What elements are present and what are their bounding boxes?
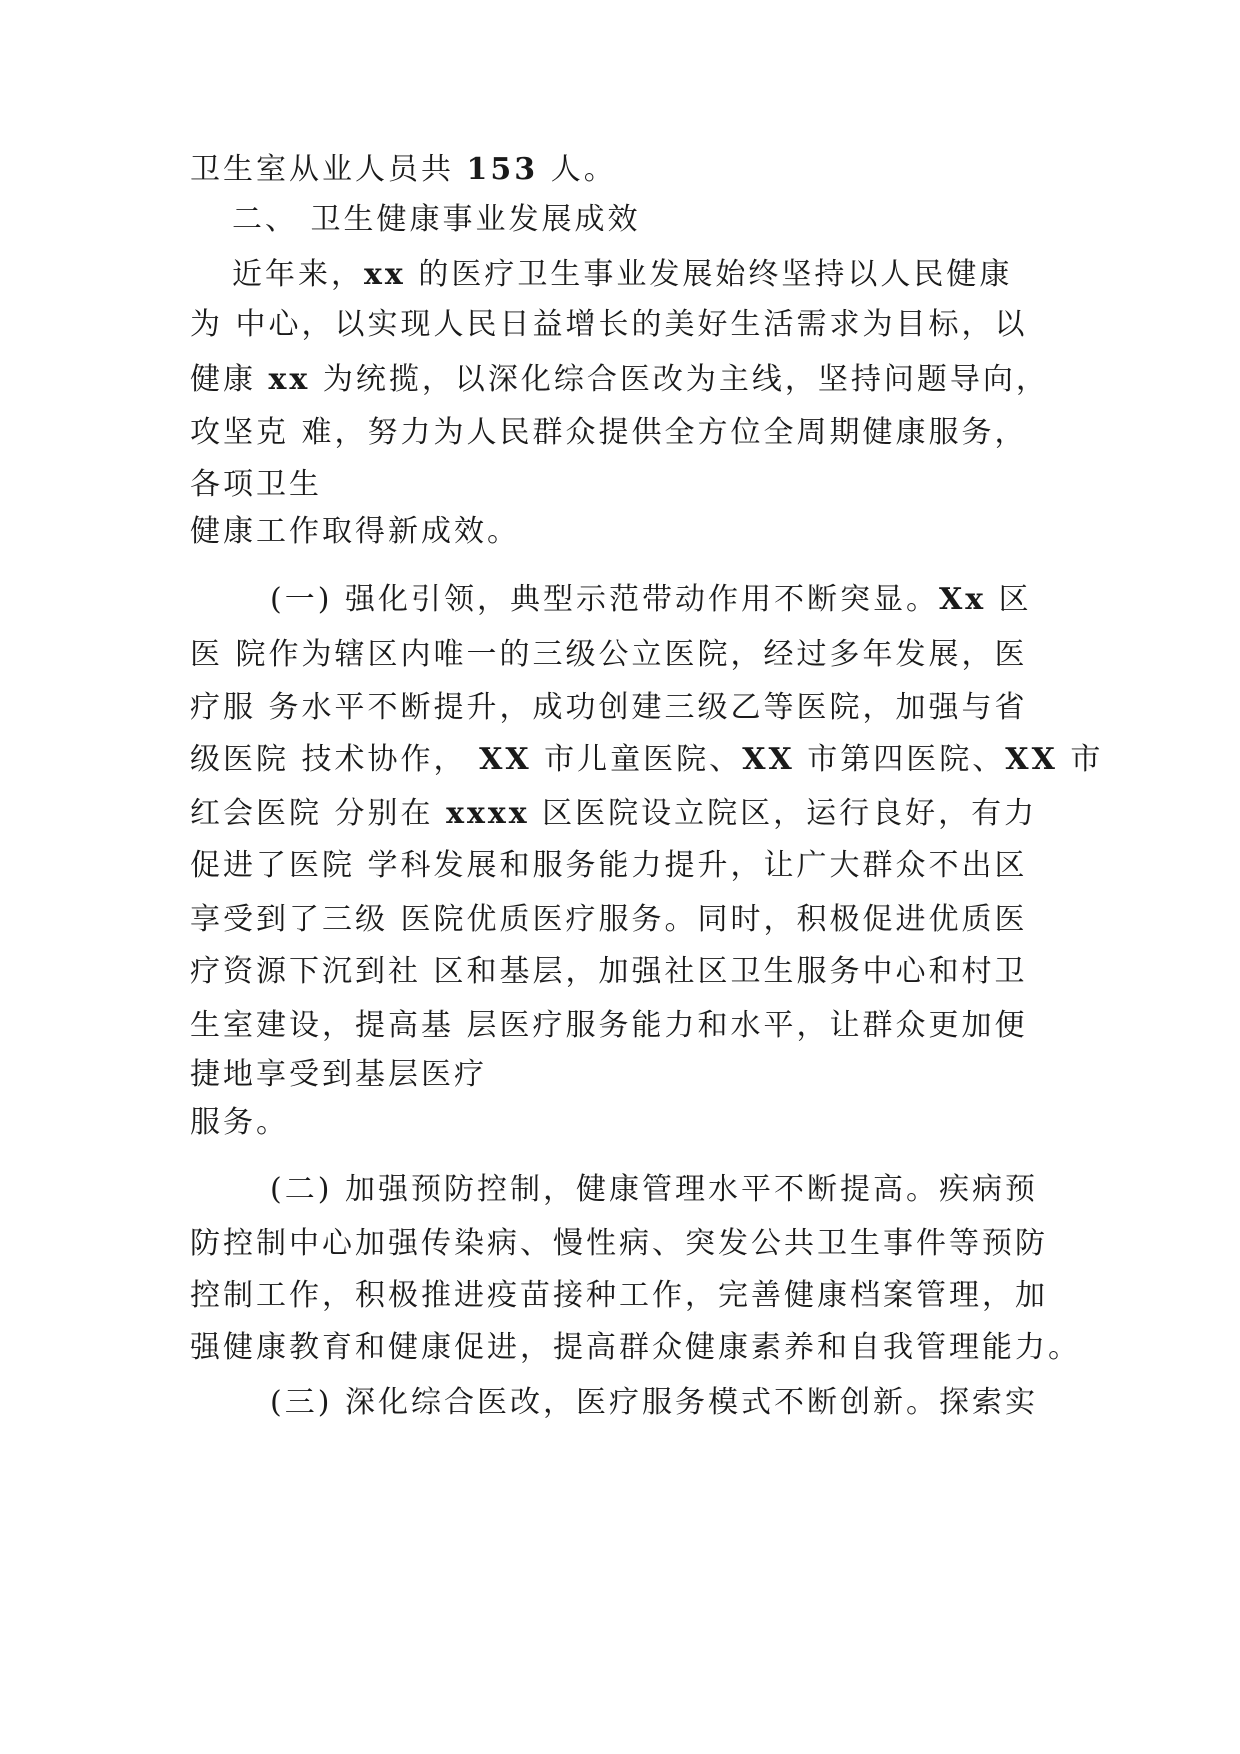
text-line — [190, 465, 322, 505]
text-line — [190, 1006, 1028, 1046]
text-segment: 医 院作为辖区内唯一的三级公立医院，经过多年发展，医 — [190, 637, 1028, 672]
text-segment: 市第四医院、 — [794, 742, 1006, 777]
text-segment: 市 — [1057, 742, 1104, 777]
bold-text: Xx — [938, 582, 987, 617]
text-line — [190, 1055, 487, 1095]
text-line — [190, 952, 1028, 992]
section-heading — [232, 200, 641, 240]
text-line — [190, 688, 1028, 728]
text-line — [190, 360, 1049, 400]
bold-text: XX — [479, 742, 532, 777]
text-segment: 的医疗卫生事业发展始终坚持以人民健康 — [405, 257, 1013, 292]
bold-text: XX — [742, 742, 795, 777]
text-line — [190, 1276, 1048, 1316]
text-segment: 疗资源下沉到社 区和基层，加强社区卫生服务中心和村卫 — [190, 954, 1028, 989]
text-line — [190, 900, 1028, 940]
text-segment: 捷地享受到基层医疗 — [190, 1057, 487, 1092]
text-line — [190, 413, 1028, 453]
text-segment: 人。 — [538, 152, 617, 187]
text-segment: 服务。 — [190, 1105, 289, 1140]
subsection-heading — [270, 1170, 1038, 1210]
text-segment: 级医院 技术协作， — [190, 742, 480, 777]
text-line — [190, 794, 1037, 834]
text-segment: 市儿童医院、 — [531, 742, 743, 777]
text-segment: 疗服 务水平不断提升，成功创建三级乙等医院，加强与省 — [190, 690, 1028, 725]
bold-text: 153 — [466, 152, 539, 187]
text-line — [190, 1328, 1081, 1368]
subsection-heading — [270, 580, 1032, 620]
text-segment: 强健康教育和健康促进，提高群众健康素养和自我管理能力。 — [190, 1330, 1081, 1365]
text-segment: 健康工作取得新成效。 — [190, 514, 520, 549]
text-segment: 卫生室从业人员共 — [190, 152, 467, 187]
text-line — [190, 740, 1103, 780]
text-line — [190, 305, 1028, 345]
text-segment: 近年来， — [232, 257, 364, 292]
text-segment: (二) 加强预防控制，健康管理水平不断提高。疾病预 — [270, 1172, 1038, 1207]
text-line — [190, 512, 520, 552]
text-segment: 区 — [986, 582, 1032, 617]
bold-text: xx — [268, 362, 311, 397]
text-line — [190, 846, 1028, 886]
text-segment: (三) 深化综合医改，医疗服务模式不断创新。探索实 — [270, 1385, 1038, 1420]
text-segment: 生室建设，提高基 层医疗服务能力和水平，让群众更加便 — [190, 1008, 1028, 1043]
text-segment: 防控制中心加强传染病、慢性病、突发公共卫生事件等预防 — [190, 1226, 1048, 1261]
text-segment: 促进了医院 学科发展和服务能力提升，让广大群众不出区 — [190, 848, 1028, 883]
text-segment: (一) 强化引领，典型示范带动作用不断突显。 — [270, 582, 939, 617]
text-segment: 区医院设立院区，运行良好，有力 — [529, 796, 1038, 831]
subsection-heading — [270, 1383, 1038, 1423]
bold-text: xxxx — [446, 796, 530, 831]
text-segment: 为 中心，以实现人民日益增长的美好生活需求为目标，以 — [190, 307, 1028, 342]
text-segment: 二、 卫生健康事业发展成效 — [232, 202, 641, 237]
bold-text: XX — [1005, 742, 1058, 777]
text-line — [190, 150, 617, 190]
text-line — [190, 635, 1028, 675]
text-segment: 健康 — [190, 362, 269, 397]
bold-text: xx — [364, 257, 406, 292]
text-line — [232, 255, 1012, 295]
text-line — [190, 1224, 1048, 1264]
text-segment: 为统揽，以深化综合医改为主线，坚持问题导向， — [310, 362, 1049, 397]
text-segment: 攻坚克 难，努力为人民群众提供全方位全周期健康服务， — [190, 415, 1028, 450]
text-segment: 各项卫生 — [190, 467, 322, 502]
text-segment: 控制工作，积极推进疫苗接种工作，完善健康档案管理，加 — [190, 1278, 1048, 1313]
text-segment: 享受到了三级 医院优质医疗服务。同时，积极促进优质医 — [190, 902, 1028, 937]
text-segment: 红会医院 分别在 — [190, 796, 447, 831]
text-line — [190, 1103, 289, 1143]
